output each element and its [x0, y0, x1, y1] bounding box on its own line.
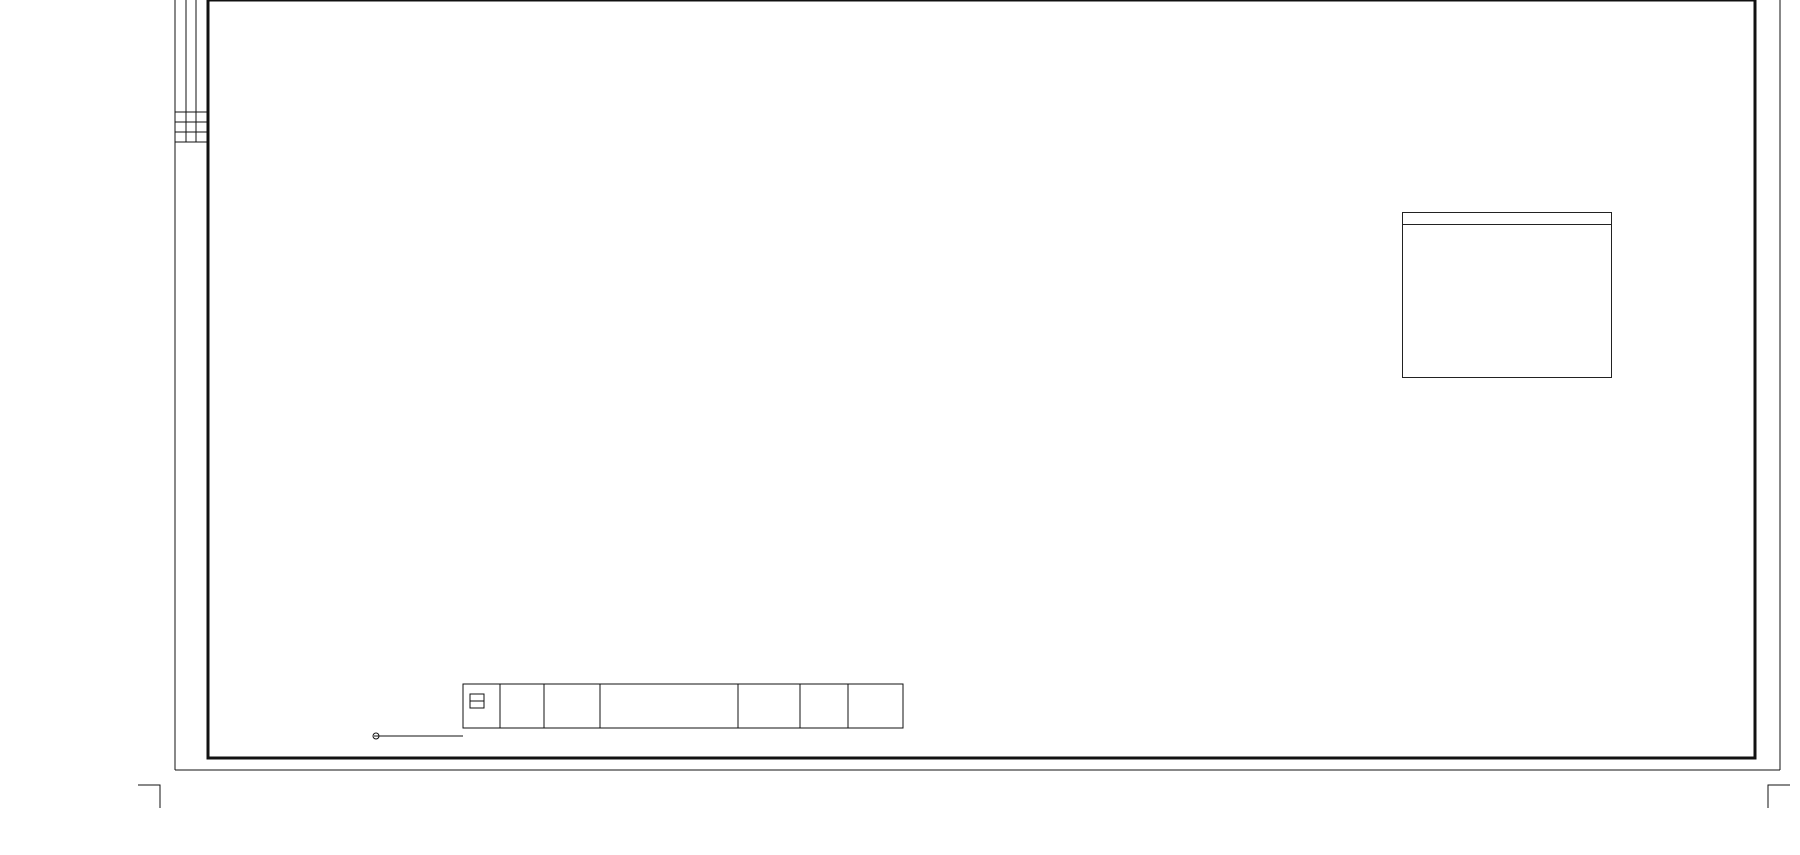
legend-table [1402, 212, 1612, 378]
title-block [373, 684, 903, 739]
sheet-frame [138, 0, 1790, 808]
design-notes [1127, 140, 1367, 142]
legend-title [1403, 213, 1611, 225]
